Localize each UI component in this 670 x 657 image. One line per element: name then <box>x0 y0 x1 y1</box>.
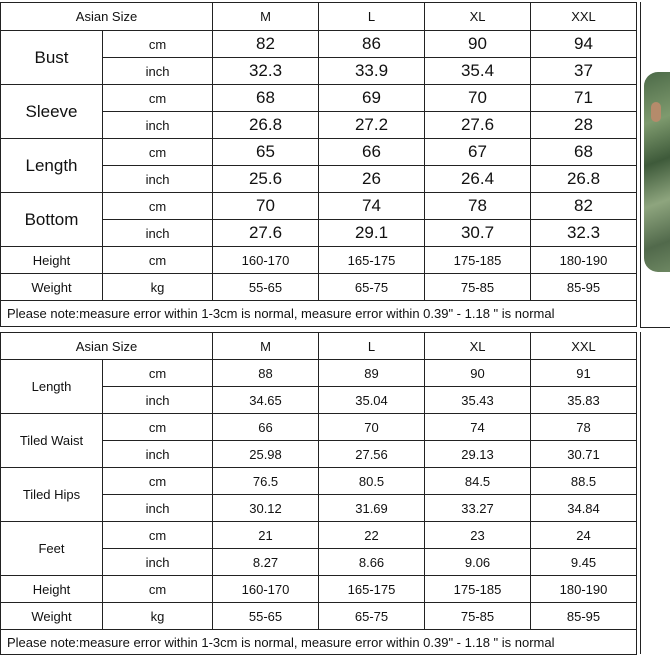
value-cell: 165-175 <box>319 247 425 274</box>
note-row <box>1 630 637 655</box>
row-label: Weight <box>1 603 103 630</box>
product-photo-top <box>640 2 670 328</box>
value-cell: 75-85 <box>425 603 531 630</box>
value-cell: 37 <box>531 58 637 85</box>
value-cell: 25.6 <box>213 166 319 193</box>
header-row <box>1 333 637 360</box>
value-cell: 26 <box>319 166 425 193</box>
unit-cell: kg <box>103 274 213 301</box>
header-size-2: L <box>319 333 425 360</box>
unit-cell: inch <box>103 58 213 85</box>
table-row <box>1 193 637 220</box>
value-cell: 55-65 <box>213 274 319 301</box>
row-label: Height <box>1 247 103 274</box>
value-cell: 23 <box>425 522 531 549</box>
value-cell: 33.27 <box>425 495 531 522</box>
value-cell: 24 <box>531 522 637 549</box>
table-row <box>1 522 637 549</box>
table-row <box>1 247 637 274</box>
unit-cell: inch <box>103 495 213 522</box>
value-cell: 71 <box>531 85 637 112</box>
value-cell: 70 <box>319 414 425 441</box>
table-row <box>1 603 637 630</box>
value-cell: 70 <box>425 85 531 112</box>
value-cell: 9.45 <box>531 549 637 576</box>
header-size-label: Asian Size <box>1 333 213 360</box>
value-cell: 32.3 <box>531 220 637 247</box>
value-cell: 33.9 <box>319 58 425 85</box>
value-cell: 82 <box>531 193 637 220</box>
table-row <box>1 274 637 301</box>
header-size-4: XXL <box>531 333 637 360</box>
header-row <box>1 3 637 31</box>
value-cell: 91 <box>531 360 637 387</box>
value-cell: 27.6 <box>425 112 531 139</box>
value-cell: 65 <box>213 139 319 166</box>
table-row <box>1 139 637 166</box>
value-cell: 65-75 <box>319 603 425 630</box>
row-group-label: Bottom <box>1 193 103 247</box>
value-cell: 175-185 <box>425 576 531 603</box>
value-cell: 8.27 <box>213 549 319 576</box>
unit-cell: cm <box>103 360 213 387</box>
value-cell: 9.06 <box>425 549 531 576</box>
value-cell: 25.98 <box>213 441 319 468</box>
value-cell: 30.71 <box>531 441 637 468</box>
value-cell: 30.7 <box>425 220 531 247</box>
value-cell: 35.43 <box>425 387 531 414</box>
unit-cell: cm <box>103 193 213 220</box>
value-cell: 35.83 <box>531 387 637 414</box>
value-cell: 175-185 <box>425 247 531 274</box>
value-cell: 26.8 <box>213 112 319 139</box>
value-cell: 27.56 <box>319 441 425 468</box>
row-group-label: Tiled Hips <box>1 468 103 522</box>
table-row <box>1 31 637 58</box>
value-cell: 160-170 <box>213 247 319 274</box>
value-cell: 28 <box>531 112 637 139</box>
value-cell: 29.13 <box>425 441 531 468</box>
value-cell: 26.8 <box>531 166 637 193</box>
product-photo-strip <box>640 0 670 657</box>
value-cell: 35.4 <box>425 58 531 85</box>
value-cell: 68 <box>531 139 637 166</box>
value-cell: 78 <box>425 193 531 220</box>
value-cell: 21 <box>213 522 319 549</box>
unit-cell: cm <box>103 85 213 112</box>
unit-cell: kg <box>103 603 213 630</box>
value-cell: 29.1 <box>319 220 425 247</box>
measurement-note: Please note:measure error within 1-3cm is normal, measure error within 0.39" - 1.18 " is normal <box>1 301 637 327</box>
value-cell: 84.5 <box>425 468 531 495</box>
value-cell: 74 <box>425 414 531 441</box>
header-size-1: M <box>213 333 319 360</box>
row-label: Weight <box>1 274 103 301</box>
value-cell: 66 <box>319 139 425 166</box>
value-cell: 30.12 <box>213 495 319 522</box>
top-size-table <box>0 2 637 327</box>
value-cell: 94 <box>531 31 637 58</box>
product-photo-bottom <box>640 332 670 654</box>
value-cell: 55-65 <box>213 603 319 630</box>
value-cell: 90 <box>425 31 531 58</box>
value-cell: 89 <box>319 360 425 387</box>
unit-cell: inch <box>103 112 213 139</box>
hand-image <box>651 102 661 122</box>
row-group-label: Feet <box>1 522 103 576</box>
value-cell: 180-190 <box>531 576 637 603</box>
row-group-label: Length <box>1 139 103 193</box>
unit-cell: cm <box>103 522 213 549</box>
value-cell: 34.65 <box>213 387 319 414</box>
value-cell: 75-85 <box>425 274 531 301</box>
value-cell: 88 <box>213 360 319 387</box>
table-row <box>1 360 637 387</box>
row-group-label: Length <box>1 360 103 414</box>
table-row <box>1 414 637 441</box>
unit-cell: cm <box>103 414 213 441</box>
value-cell: 22 <box>319 522 425 549</box>
value-cell: 68 <box>213 85 319 112</box>
table-row <box>1 576 637 603</box>
value-cell: 74 <box>319 193 425 220</box>
value-cell: 27.6 <box>213 220 319 247</box>
value-cell: 76.5 <box>213 468 319 495</box>
note-row <box>1 301 637 327</box>
value-cell: 66 <box>213 414 319 441</box>
unit-cell: inch <box>103 549 213 576</box>
value-cell: 90 <box>425 360 531 387</box>
value-cell: 27.2 <box>319 112 425 139</box>
value-cell: 31.69 <box>319 495 425 522</box>
value-cell: 8.66 <box>319 549 425 576</box>
header-size-2: L <box>319 3 425 31</box>
table-row <box>1 85 637 112</box>
value-cell: 35.04 <box>319 387 425 414</box>
value-cell: 85-95 <box>531 274 637 301</box>
value-cell: 180-190 <box>531 247 637 274</box>
unit-cell: inch <box>103 387 213 414</box>
row-group-label: Bust <box>1 31 103 85</box>
value-cell: 67 <box>425 139 531 166</box>
value-cell: 82 <box>213 31 319 58</box>
unit-cell: inch <box>103 441 213 468</box>
header-size-3: XL <box>425 333 531 360</box>
header-size-label: Asian Size <box>1 3 213 31</box>
unit-cell: cm <box>103 576 213 603</box>
unit-cell: cm <box>103 139 213 166</box>
table-row <box>1 468 637 495</box>
value-cell: 32.3 <box>213 58 319 85</box>
value-cell: 160-170 <box>213 576 319 603</box>
value-cell: 65-75 <box>319 274 425 301</box>
row-label: Height <box>1 576 103 603</box>
value-cell: 78 <box>531 414 637 441</box>
unit-cell: cm <box>103 247 213 274</box>
value-cell: 80.5 <box>319 468 425 495</box>
row-group-label: Tiled Waist <box>1 414 103 468</box>
value-cell: 26.4 <box>425 166 531 193</box>
value-cell: 85-95 <box>531 603 637 630</box>
header-size-3: XL <box>425 3 531 31</box>
header-size-1: M <box>213 3 319 31</box>
value-cell: 34.84 <box>531 495 637 522</box>
unit-cell: cm <box>103 31 213 58</box>
value-cell: 70 <box>213 193 319 220</box>
value-cell: 69 <box>319 85 425 112</box>
value-cell: 86 <box>319 31 425 58</box>
measurement-note: Please note:measure error within 1-3cm is normal, measure error within 0.39" - 1.18 " is normal <box>1 630 637 655</box>
unit-cell: inch <box>103 220 213 247</box>
bottom-size-table <box>0 332 637 655</box>
unit-cell: cm <box>103 468 213 495</box>
header-size-4: XXL <box>531 3 637 31</box>
unit-cell: inch <box>103 166 213 193</box>
value-cell: 88.5 <box>531 468 637 495</box>
value-cell: 165-175 <box>319 576 425 603</box>
row-group-label: Sleeve <box>1 85 103 139</box>
